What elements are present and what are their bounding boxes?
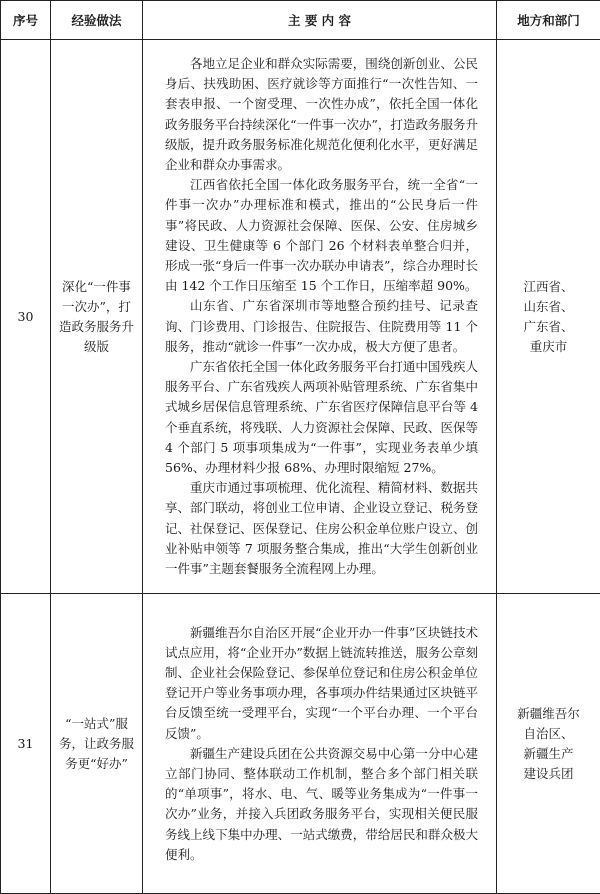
region-line: 重庆市 [503, 337, 594, 357]
content-paragraph: 新疆维吾尔自治区开展“企业开办一件事”区块链技术试点应用，将“企业开办”数据上链流转推送，服务公章刻制、企业社会保险登记、参保单位登记和住房公积金单位登记开户等业务事项办理，各事项办件结果通过区块链平台反馈至统一受理平台，实现“一个平台办理、一个平台反馈”。 [165, 623, 478, 744]
content-paragraph: 重庆市通过事项梳理、优化流程、精简材料、数据共享、部门联动，将创业工位申请、企业设立登记、税务登记、社保登记、医保登记、住房公积金单位账户设立、创业补贴申领等 7 项服务整合集成，推出“大学生创新创业一件事”主题套餐服务全流程网上办理。 [165, 478, 478, 579]
row-content [143, 594, 497, 894]
region-line: 建设兵团 [503, 764, 594, 784]
table-row [1, 594, 600, 894]
header-row [1, 1, 600, 40]
row-practice: 深化“一件事一次办”，打造政务服务升级版 [51, 40, 143, 594]
header-region: 地方和部门 [497, 1, 600, 40]
row-region [497, 594, 600, 894]
region-line: 广东省、 [503, 317, 594, 337]
row-practice: “一站式”服务，让政务服务更“好办” [51, 594, 143, 894]
region-line: 江西省、 [503, 277, 594, 297]
content-paragraph: 山东省、广东省深圳市等地整合预约挂号、记录查询、门诊费用、门诊报告、住院报告、住院费用等 11 个服务，推动“就诊一件事”一次办成，极大方便了患者。 [165, 296, 478, 357]
region-line: 新疆维吾尔 [503, 704, 594, 724]
content-paragraph: 各地立足企业和群众实际需要，围绕创新创业、公民身后、扶残助困、医疗就诊等方面推行“一次性告知、一套表申报、一个窗受理、一次性办成”，依托全国一体化政务服务平台持续深化“一件事一次办”，打造政务服务升级版，提升政务服务标准化规范化便利化水平，更好满足企业和群众办事需求。 [165, 54, 478, 175]
region-line: 新疆生产 [503, 744, 594, 764]
region-line: 自治区、 [503, 724, 594, 744]
header-content: 主 要 内 容 [143, 1, 497, 40]
content-paragraph: 江西省依托全国一体化政务服务平台，统一全省“一件事一次办”办理标准和模式，推出的“公民身后一件事”将民政、人力资源社会保障、医保、公安、住房城乡建设、卫生健康等 6 个部门 26 个材料表单整合归并，形成一张“身后一件事一次办联办申请表”，综合办理时长由 142 个工作日压缩至 15 个工作日，压缩率超 90%。 [165, 175, 478, 296]
row-number: 31 [1, 594, 51, 894]
table-row [1, 40, 600, 594]
region-line: 山东省、 [503, 297, 594, 317]
content-paragraph: 广东省依托全国一体化政务服务平台打通中国残疾人服务平台、广东省残疾人两项补贴管理系统、广东省集中式城乡居保信息管理系统、广东省医疗保障信息平台等 4 个垂直系统，将残联、人力资源社会保障、民政、医保等 4 个部门 5 项事项集成为“一件事”，实现业务表单少填 56%、办理材料少报 68%、办理时限缩短 27%。 [165, 357, 478, 478]
header-practice: 经验做法 [51, 1, 143, 40]
content-paragraph: 新疆生产建设兵团在公共资源交易中心第一分中心建立部门协同、整体联动工作机制，整合多个部门相关联的“单项事”，将水、电、气、暖等业务集成为“一件事一次办”业务，并接入兵团政务服务平台，实现相关便民服务线上线下集中办理、一站式缴费，带给居民和群众极大便利。 [165, 744, 478, 865]
header-num: 序号 [1, 1, 51, 40]
row-region [497, 40, 600, 594]
row-content [143, 40, 497, 594]
row-number: 30 [1, 40, 51, 594]
